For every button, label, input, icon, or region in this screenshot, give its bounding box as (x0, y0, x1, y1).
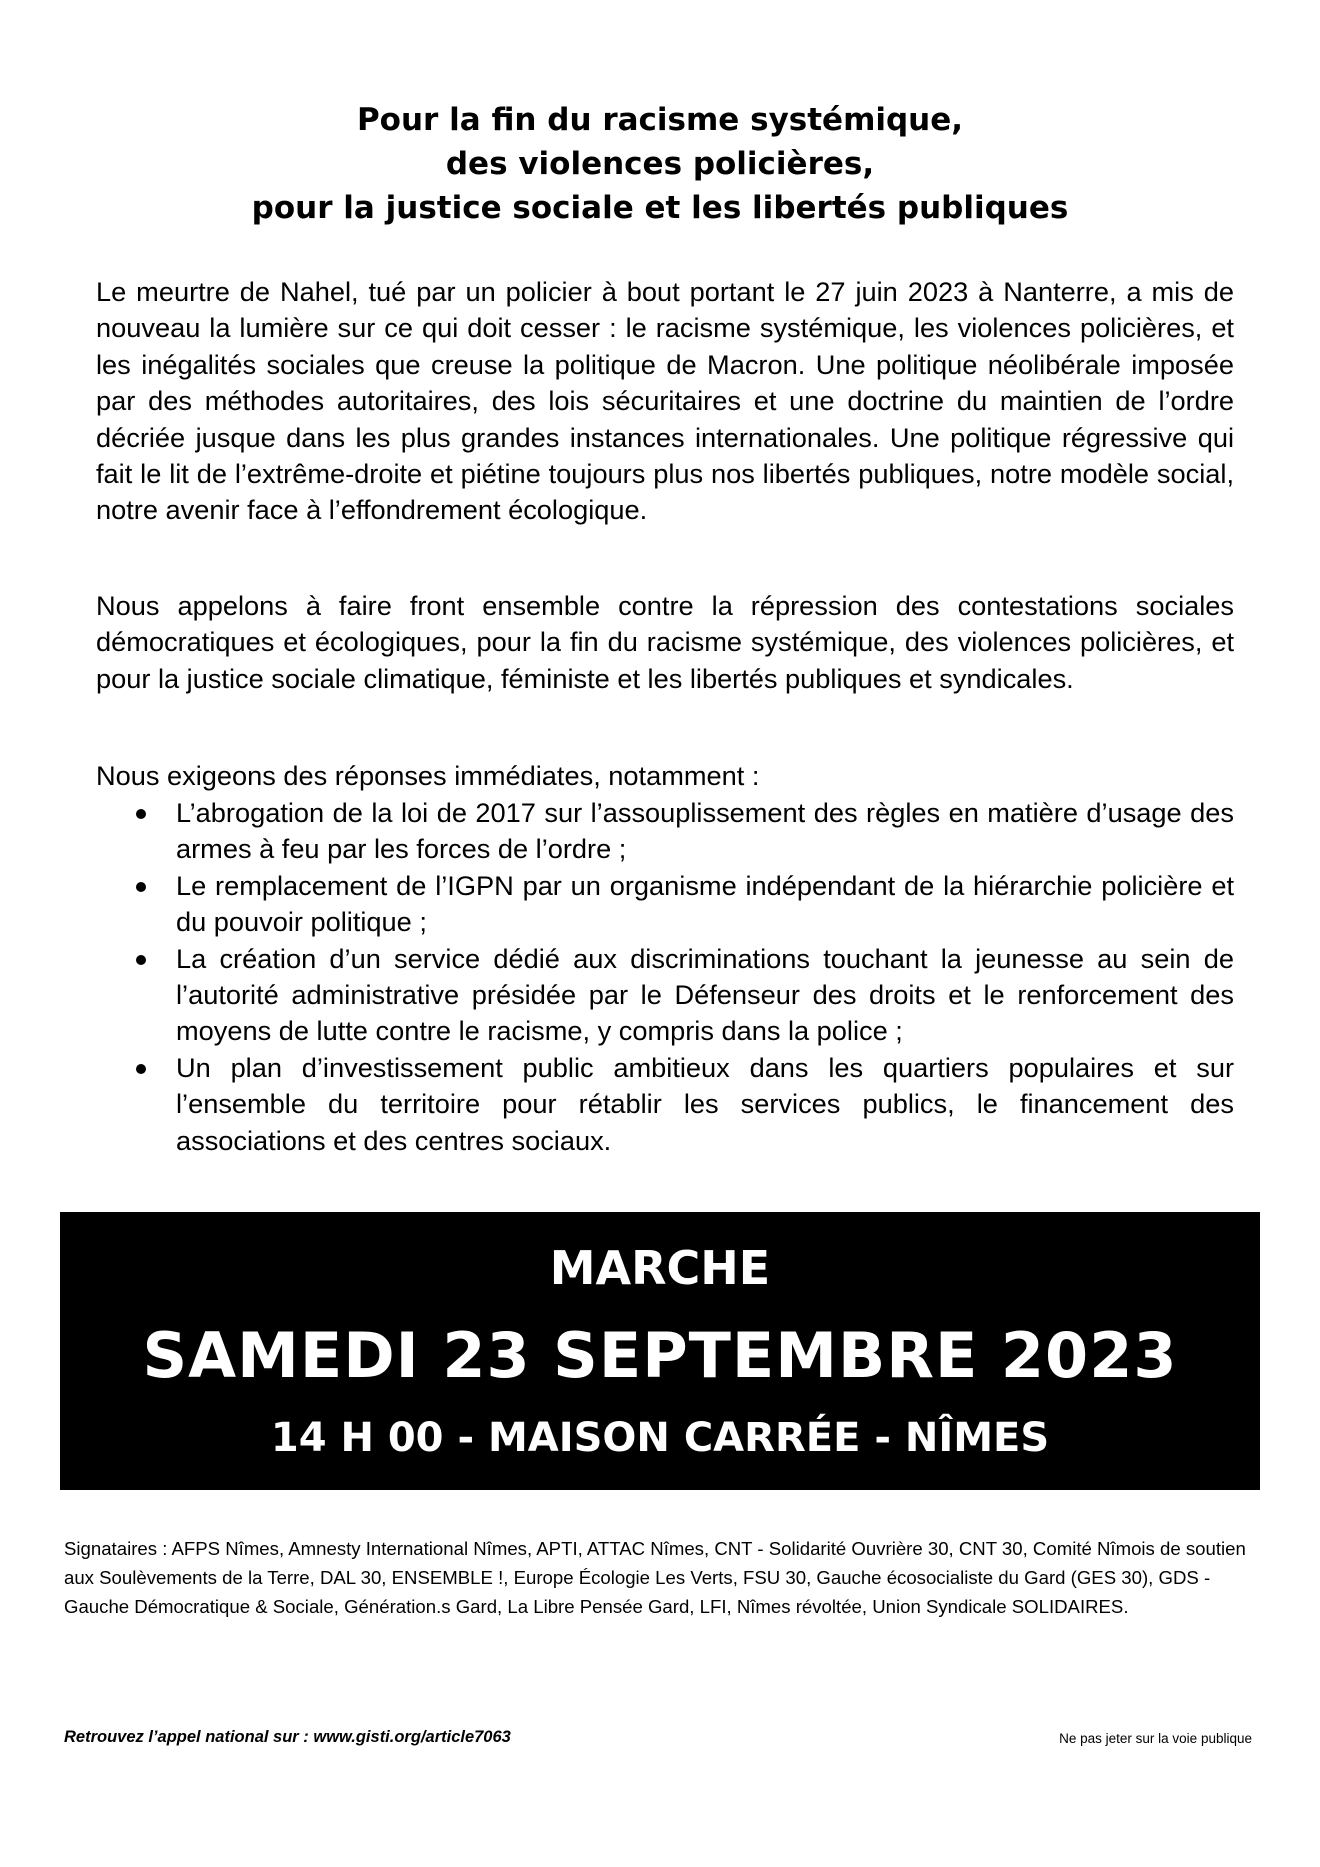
intro-paragraph: Le meurtre de Nahel, tué par un policier à bout portant le 27 juin 2023 à Nanterre, a mis de nouveau la lumière sur ce qui doit cesser : le racisme systémique, les violences policières, et les inégalités sociales que creuse la politique de Macron. Une politique néolibérale imposée par des méthodes autoritaires, des lois sécuritaires et une doctrine du maintien de l’ordre décriée jusque dans les plus grandes instances internationales. Une politique régressive qui fait le lit de l’extrême-droite et piétine toujours plus nos libertés publiques, notre modèle social, notre avenir face à l’effondrement écologique. (96, 276, 1234, 526)
event-date: SAMEDI 23 SEPTEMBRE 2023 (142, 1319, 1178, 1392)
demand-item (96, 795, 1234, 868)
demand-item (96, 868, 1234, 941)
bullet-icon (136, 882, 146, 892)
call-paragraph: Nous appelons à faire front ensemble contre la répression des contestations sociales démocratiques et écologiques, pour la fin du racisme systémique, des violences policières, et pour la justice sociale climatique, féministe et les libertés publiques et syndicales. (96, 590, 1234, 694)
bullet-icon (136, 955, 146, 965)
title-line-1: Pour la fin du racisme systémique, (356, 102, 964, 138)
demands-list (96, 795, 1234, 1159)
demand-item (96, 941, 1234, 1050)
event-banner (60, 1212, 1260, 1490)
page-title (100, 98, 1220, 230)
demand-text: L’abrogation de la loi de 2017 sur l’assouplissement des règles en matière d’usage des armes à feu par les forces de l’ordre ; (176, 797, 1234, 865)
event-type: MARCHE (549, 1241, 771, 1295)
demand-text: Le remplacement de l’IGPN par un organisme indépendant de la hiérarchie policière et du pouvoir politique ; (176, 869, 1234, 938)
title-line-3: pour la justice sociale et les libertés publiques (251, 190, 1069, 226)
event-time-place: 14 H 00 - MAISON CARRÉE - NÎMES (270, 1415, 1050, 1461)
signatories: Signataires : AFPS Nîmes, Amnesty International Nîmes, APTI, ATTAC Nîmes, CNT - Solidarité Ouvrière 30, CNT 30, Comité Nîmois de soutien aux Soulèvements de la Terre, DAL 30, ENSEMBLE !, Europe Écologie Les Verts, FSU 30, Gauche écosocialiste du Gard (GES 30), GDS - Gauche Démocratique & Sociale, Génération.s Gard, La Libre Pensée Gard, LFI, Nîmes révoltée, Union Syndicale SOLIDAIRES. (64, 1538, 1246, 1617)
bullet-icon (136, 809, 146, 819)
demands-intro: Nous exigeons des réponses immédiates, notamment : (96, 760, 760, 791)
title-line-2: des violences policières, (445, 146, 875, 182)
demand-text: La création d’un service dédié aux discriminations touchant la jeunesse au sein de l’autorité administrative présidée par le Défenseur des droits et le renforcement des moyens de lutte contre le racisme, y compris dans la police ; (176, 942, 1234, 1047)
demand-text: Un plan d’investissement public ambitieux dans les quartiers populaires et sur l’ensemble du territoire pour rétablir les services publics, le financement des associations et des centres sociaux. (176, 1051, 1234, 1156)
national-call-link: Retrouvez l’appel national sur : www.gisti.org/article7063 (64, 1728, 511, 1746)
disposal-notice: Ne pas jeter sur la voie publique (1059, 1731, 1252, 1746)
bullet-icon (136, 1064, 146, 1074)
demand-item (96, 1050, 1234, 1159)
